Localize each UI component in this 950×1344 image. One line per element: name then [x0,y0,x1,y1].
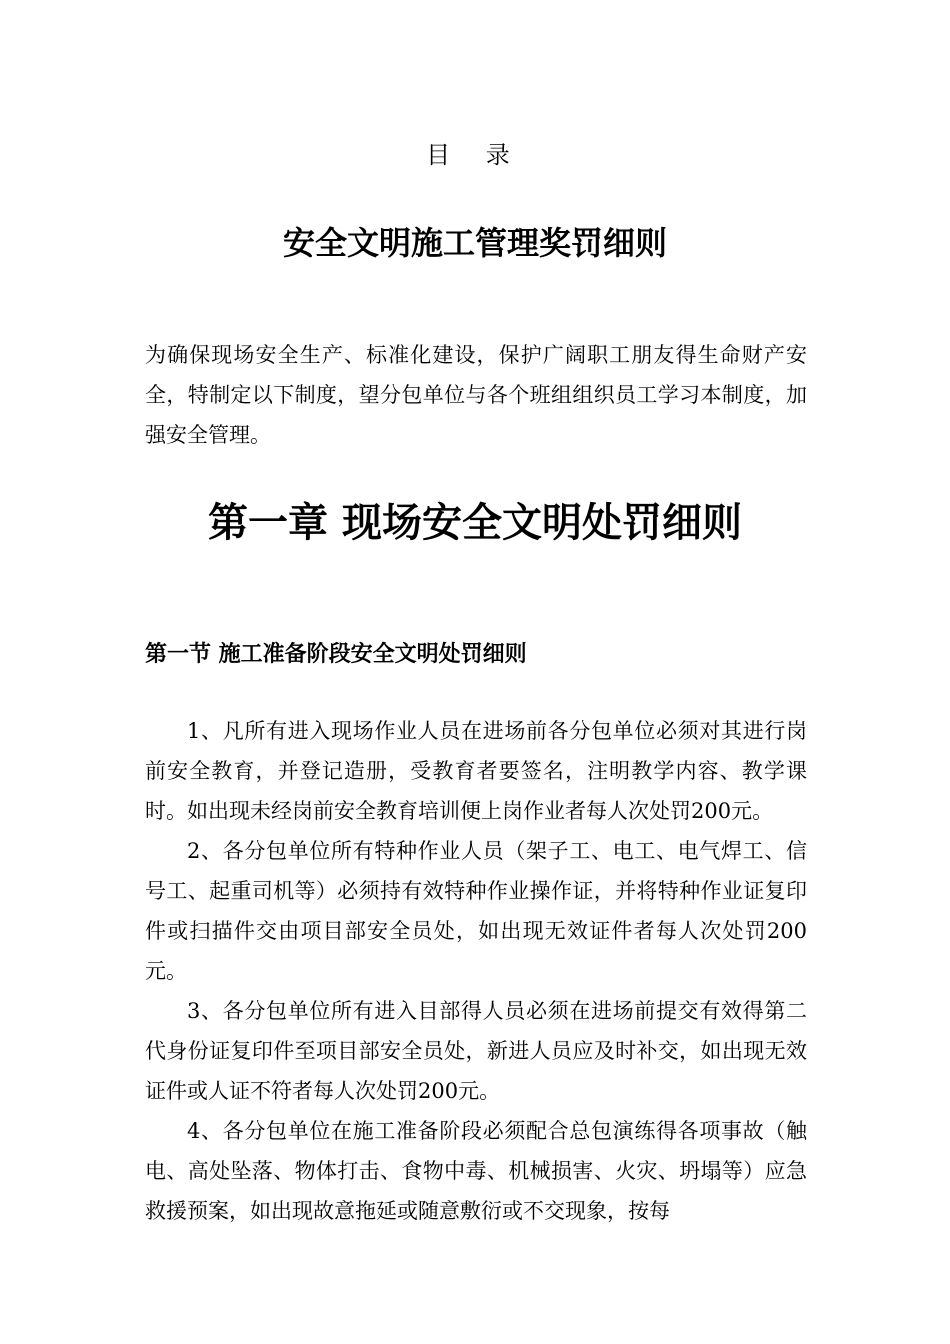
intro-paragraph: 为确保现场安全生产、标准化建设，保护广阔职工朋友得生命财产安全，特制定以下制度，望分包单位与各个班组组织员工学习本制度，加强安全管理。 [145,343,807,447]
section-title: 第一节 施工准备阶段安全文明处罚细则 [145,642,527,667]
rule-paragraph-1: 1、凡所有进入现场作业人员在进场前各分包单位必须对其进行岗前安全教育，并登记造册，受教育者要签名，注明教学内容、教学课时。如出现未经岗前安全教育培训便上岗作业者每人次处罚200元。 [145,719,807,823]
toc-title: 目 录 [426,141,524,169]
rule-paragraph-4: 4、各分包单位在施工准备阶段必须配合总包演练得各项事故（触电、高处坠落、物体打击、食物中毒、机械损害、火灾、坍塌等）应急救援预案，如出现故意拖延或随意敷衍或不交现象，按每 [145,1119,807,1223]
rule-paragraph-2: 2、各分包单位所有特种作业人员（架子工、电工、电气焊工、信号工、起重司机等）必须持有效特种作业操作证，并将特种作业证复印件或扫描件交由项目部安全员处，如出现无效证件者每人次处罚200元。 [145,839,807,983]
rule-paragraph-3: 3、各分包单位所有进入目部得人员必须在进场前提交有效得第二代身份证复印件至项目部安全员处，新进人员应及时补交，如出现无效证件或人证不符者每人次处罚200元。 [145,999,807,1103]
chapter-title: 第一章 现场安全文明处罚细则 [208,500,742,546]
document-title: 安全文明施工管理奖罚细则 [282,224,667,262]
section-body [145,711,807,1231]
